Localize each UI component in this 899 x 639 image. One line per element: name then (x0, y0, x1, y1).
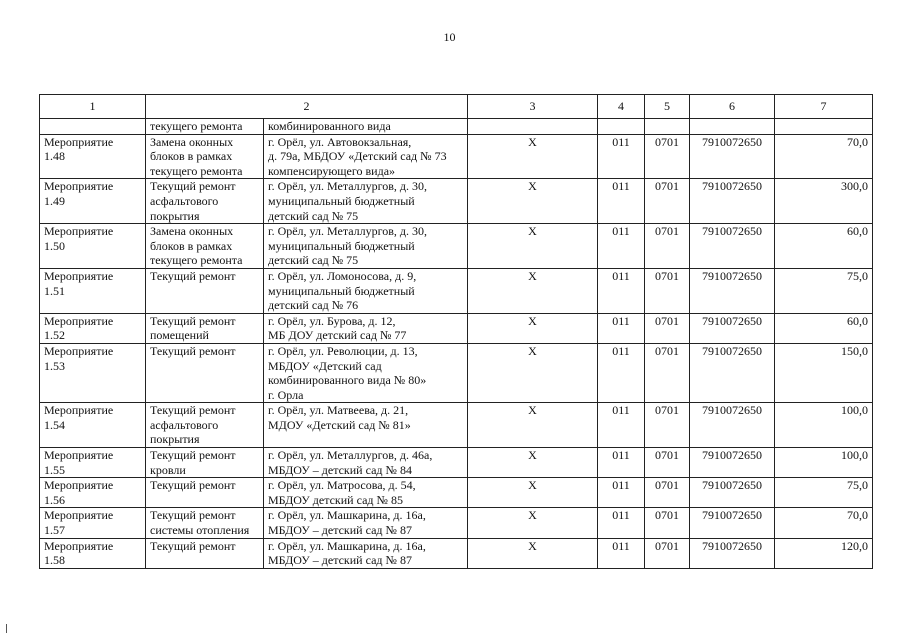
header-col-6: 6 (690, 95, 775, 119)
table-row (40, 224, 873, 269)
table-row (40, 179, 873, 224)
cell-col4: 011 (598, 448, 645, 478)
cell-col6: 7910072650 (690, 134, 775, 179)
cell-address: г. Орёл, ул. Бурова, д. 12, МБ ДОУ детский сад № 77 (264, 313, 468, 343)
cell-col3: Х (468, 508, 598, 538)
cell-work-type: Текущий ремонт (146, 538, 264, 568)
cell-measure: Мероприятие 1.50 (40, 224, 146, 269)
cell-col6: 7910072650 (690, 313, 775, 343)
table-row (40, 313, 873, 343)
cell-col5: 0701 (645, 448, 690, 478)
cell-address: г. Орёл, ул. Металлургов, д. 30, муниципальный бюджетный детский сад № 75 (264, 224, 468, 269)
cell-address: г. Орёл, ул. Матросова, д. 54, МБДОУ детский сад № 85 (264, 478, 468, 508)
header-col-4: 4 (598, 95, 645, 119)
cell-col6: 7910072650 (690, 508, 775, 538)
cell-col6: 7910072650 (690, 179, 775, 224)
cell-amount: 60,0 (775, 224, 873, 269)
cell-col6: 7910072650 (690, 343, 775, 402)
table-row (40, 508, 873, 538)
cell-address: комбинированного вида (264, 119, 468, 135)
cell-work-type: Текущий ремонт кровли (146, 448, 264, 478)
cell-col3: Х (468, 478, 598, 508)
table-row (40, 268, 873, 313)
cell-col5: 0701 (645, 313, 690, 343)
cell-amount: 120,0 (775, 538, 873, 568)
cell-col3: Х (468, 448, 598, 478)
cell-col5: 0701 (645, 508, 690, 538)
cell-col4: 011 (598, 268, 645, 313)
cell-col4: 011 (598, 403, 645, 448)
cell-work-type: Текущий ремонт асфальтового покрытия (146, 179, 264, 224)
continuation-row (40, 119, 873, 135)
cell-amount: 75,0 (775, 268, 873, 313)
cell-measure: Мероприятие 1.48 (40, 134, 146, 179)
header-col-7: 7 (775, 95, 873, 119)
cell-col4: 011 (598, 224, 645, 269)
cell-col3: Х (468, 224, 598, 269)
header-col-3: 3 (468, 95, 598, 119)
cell-address: г. Орёл, ул. Матвеева, д. 21, МДОУ «Детский сад № 81» (264, 403, 468, 448)
cell-work-type: Текущий ремонт помещений (146, 313, 264, 343)
cell-amount: 100,0 (775, 448, 873, 478)
cell-col6: 7910072650 (690, 448, 775, 478)
cell-col6: 7910072650 (690, 403, 775, 448)
cell-measure: Мероприятие 1.56 (40, 478, 146, 508)
table-row (40, 538, 873, 568)
cell-col3: Х (468, 268, 598, 313)
cell-col4: 011 (598, 343, 645, 402)
cell-col5: 0701 (645, 224, 690, 269)
budget-table (39, 94, 873, 569)
cell-col5: 0701 (645, 134, 690, 179)
cell-measure: Мероприятие 1.49 (40, 179, 146, 224)
cell-measure: Мероприятие 1.54 (40, 403, 146, 448)
cell-col4: 011 (598, 179, 645, 224)
cell-work-type: Замена оконных блоков в рамках текущего ремонта (146, 224, 264, 269)
cell-col3: Х (468, 538, 598, 568)
cell-col4: 011 (598, 508, 645, 538)
cell-work-type: Текущий ремонт системы отопления (146, 508, 264, 538)
cell-col6: 7910072650 (690, 538, 775, 568)
cell-col6: 7910072650 (690, 268, 775, 313)
header-col-1: 1 (40, 95, 146, 119)
cell-address: г. Орёл, ул. Металлургов, д. 30, муниципальный бюджетный детский сад № 75 (264, 179, 468, 224)
cell-col4: 011 (598, 538, 645, 568)
cell-col3 (468, 119, 598, 135)
cell-measure: Мероприятие 1.51 (40, 268, 146, 313)
cell-work-type: Текущий ремонт (146, 478, 264, 508)
cell-work-type: Текущий ремонт асфальтового покрытия (146, 403, 264, 448)
cell-col5: 0701 (645, 343, 690, 402)
cell-address: г. Орёл, ул. Машкарина, д. 16а, МБДОУ – детский сад № 87 (264, 508, 468, 538)
page-number: 10 (443, 30, 456, 44)
table-row (40, 403, 873, 448)
scan-edge-mark (6, 624, 7, 633)
cell-col4: 011 (598, 478, 645, 508)
cell-col5: 0701 (645, 403, 690, 448)
cell-amount (775, 119, 873, 135)
cell-col5 (645, 119, 690, 135)
cell-col5: 0701 (645, 268, 690, 313)
cell-col3: Х (468, 343, 598, 402)
cell-address: г. Орёл, ул. Революции, д. 13, МБДОУ «Детский сад комбинированного вида № 80» г. Орла (264, 343, 468, 402)
cell-address: г. Орёл, ул. Металлургов, д. 46а, МБДОУ – детский сад № 84 (264, 448, 468, 478)
cell-address: г. Орёл, ул. Ломоносова, д. 9, муниципальный бюджетный детский сад № 76 (264, 268, 468, 313)
cell-measure: Мероприятие 1.55 (40, 448, 146, 478)
cell-col3: Х (468, 134, 598, 179)
cell-amount: 60,0 (775, 313, 873, 343)
header-row (40, 95, 873, 119)
cell-amount: 70,0 (775, 508, 873, 538)
header-col-2: 2 (146, 95, 468, 119)
cell-address: г. Орёл, ул. Машкарина, д. 16а, МБДОУ – детский сад № 87 (264, 538, 468, 568)
cell-amount: 75,0 (775, 478, 873, 508)
cell-measure: Мероприятие 1.52 (40, 313, 146, 343)
cell-col3: Х (468, 313, 598, 343)
cell-address: г. Орёл, ул. Автовокзальная, д. 79а, МБДОУ «Детский сад № 73 компенсирующего вида» (264, 134, 468, 179)
cell-col3: Х (468, 403, 598, 448)
table-row (40, 478, 873, 508)
table-row (40, 134, 873, 179)
cell-work-type: Текущий ремонт (146, 343, 264, 402)
cell-amount: 70,0 (775, 134, 873, 179)
cell-amount: 150,0 (775, 343, 873, 402)
cell-work-type: текущего ремонта (146, 119, 264, 135)
cell-measure: Мероприятие 1.57 (40, 508, 146, 538)
cell-amount: 100,0 (775, 403, 873, 448)
cell-col4 (598, 119, 645, 135)
cell-col5: 0701 (645, 478, 690, 508)
cell-col5: 0701 (645, 179, 690, 224)
cell-measure: Мероприятие 1.53 (40, 343, 146, 402)
cell-measure (40, 119, 146, 135)
cell-work-type: Текущий ремонт (146, 268, 264, 313)
cell-col4: 011 (598, 313, 645, 343)
cell-col5: 0701 (645, 538, 690, 568)
cell-col6: 7910072650 (690, 478, 775, 508)
cell-amount: 300,0 (775, 179, 873, 224)
header-col-5: 5 (645, 95, 690, 119)
cell-col4: 011 (598, 134, 645, 179)
cell-col6 (690, 119, 775, 135)
cell-col6: 7910072650 (690, 224, 775, 269)
cell-col3: Х (468, 179, 598, 224)
table-row (40, 448, 873, 478)
cell-work-type: Замена оконных блоков в рамках текущего ремонта (146, 134, 264, 179)
table-row (40, 343, 873, 402)
cell-measure: Мероприятие 1.58 (40, 538, 146, 568)
